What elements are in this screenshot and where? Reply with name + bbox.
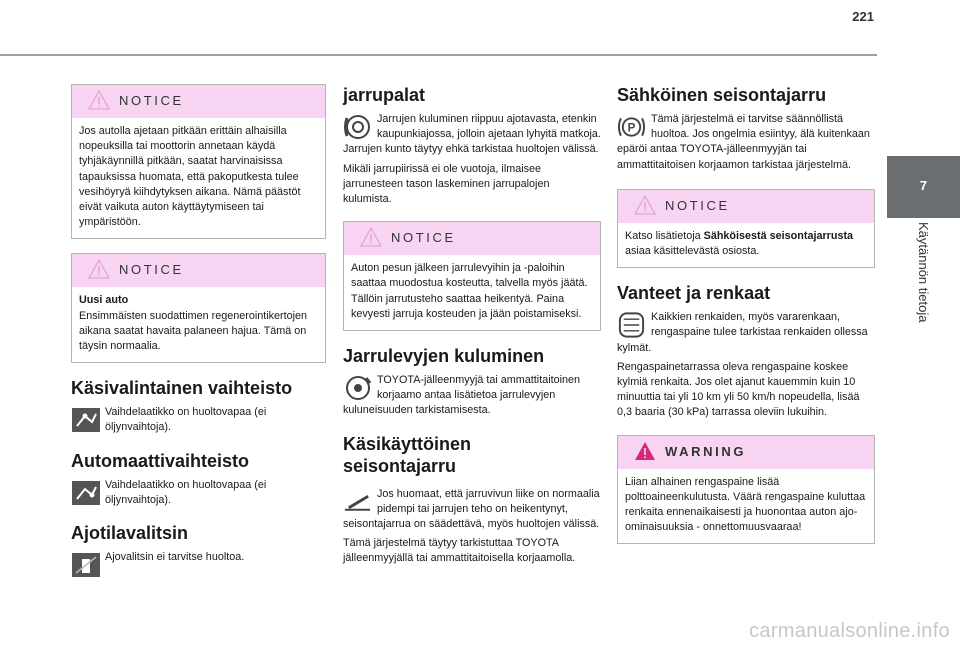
section-text: Mikäli jarrupiirissä ei ole vuotoja, ilmaisee jarrunesteen tason laskeminen jarrupalojen kulumista. xyxy=(343,162,550,206)
warning-triangle-icon xyxy=(634,441,656,461)
section-text: Kaikkien renkaiden, myös vararenkaan, rengaspaine tulee tarkistaa renkaiden ollessa kylmät. xyxy=(617,311,868,354)
warning-triangle-icon xyxy=(360,227,382,247)
warning-triangle-icon xyxy=(634,195,656,215)
warning-triangle-icon xyxy=(88,90,110,110)
notice-title: NOTICE xyxy=(665,197,730,213)
notice-title: NOTICE xyxy=(119,262,184,278)
notice-title: NOTICE xyxy=(391,230,456,246)
warning-triangle-icon xyxy=(88,259,110,279)
notice-box xyxy=(71,84,326,239)
cross-reference-link[interactable]: Sähköisestä seisontajarrusta xyxy=(703,229,854,242)
section-text: Tämä järjestelmä täytyy tarkistuttaa TOYOTA jälleenmyyjällä tai ammattitaitoisella korjaamolla. xyxy=(343,537,576,565)
section-heading xyxy=(343,433,601,477)
chapter-title: Käytännön tietoja xyxy=(916,222,931,323)
warning-box xyxy=(617,435,875,545)
brake-disc-icon xyxy=(343,375,372,401)
notice-text: Katso lisätietoja Sähköisestä seisontajarrusta asiaa käsittelevästä osiosta. xyxy=(625,229,854,258)
notice-text: Auton pesun jälkeen jarrulevyihin ja -paloihin saattaa muodostua kosteutta, talvella myös jäätä. Tällöin jarrutusteho saattaa heikentyä. Paina kevyesti jarruja kosteuden ja jään poistamiseksi. xyxy=(351,262,588,320)
section-heading: Automaattivaihteisto xyxy=(71,450,250,471)
warning-title: WARNING xyxy=(665,443,747,459)
notice-box xyxy=(71,253,326,363)
notice-subheading: Uusi auto xyxy=(79,294,129,307)
tyre-icon xyxy=(617,312,646,338)
section-text: Tämä järjestelmä ei tarvitse säännöllistä huoltoa. Jos ongelmia esiintyy, älä kuitenkaan epäröi antaa TOYOTA-jälleenmyyjän tai ammattitaitoisen korjaamon tarkistaa järjestelmä. xyxy=(617,113,870,171)
section-heading: Ajotilavalitsin xyxy=(71,523,189,544)
notice-title: NOTICE xyxy=(119,93,184,108)
notice-box xyxy=(617,189,875,268)
column-3 xyxy=(617,84,875,558)
warning-text: Liian alhainen rengaspaine lisää polttoaineenkulutusta. Väärä rengaspaine kuluttaa renkaita ennenaikaisesti ja huonontaa auton ajo-ominaisuuksia - onnettomuusvaaraa! xyxy=(625,475,866,534)
header-rule xyxy=(0,54,877,56)
watermark: carmanualsonline.info xyxy=(749,620,950,642)
section-heading: Sähköinen seisontajarru xyxy=(617,85,827,105)
notice-text: Jos autolla ajetaan pitkään erittäin alhaisilla nopeuksilla tai moottorin annetaan käydä tyhjäkäynnillä pitkään, saatat harvinaisissa tapauksissa huomata, että pakoputkesta tulee vesihöyryä kiihdytyksen aikana. Nämä päästöt eivät vaikuta auton käyttäytymiseen tai ympäristöön. xyxy=(79,125,301,229)
chapter-number: 7 xyxy=(919,178,928,193)
section-heading: Jarrulevyjen kuluminen xyxy=(343,346,545,367)
section-text: Rengaspainetarrassa oleva rengaspaine koskee kylmiä renkaita. Jos olet ajanut kauemmin kuin 10 minuuttia tai yli 10 km yli 50 km/h nopeudella, lisää 0,3 baaria (30 kPa) tarrassa oleviin lukuihin. xyxy=(617,360,860,419)
notice-box xyxy=(343,221,601,331)
section-text: TOYOTA-jälleenmyyjä tai ammattitaitoinen korjaamo antaa lisätietoa jarrulevyjen kuluneisuuden tarkistamisesta. xyxy=(343,374,581,417)
gearbox-icon xyxy=(71,480,100,506)
drive-selector-icon xyxy=(71,552,100,578)
brake-pad-icon xyxy=(343,114,372,140)
section-text: Vaihdelaatikko on huoltovapaa (ei öljynvaihtoja). xyxy=(105,406,267,434)
column-1 xyxy=(71,84,326,580)
chapter-tab[interactable] xyxy=(887,156,960,218)
heading-line: seisontajarru xyxy=(343,455,457,476)
section-text: Jos huomaat, että jarruvivun liike on normaalia pidempi tai jarrujen teho on heikentynyt, seisontajarrua on säädettävä, myös huoltojen välissä. xyxy=(343,487,600,531)
section-heading: jarrupalat xyxy=(343,85,426,105)
section-heading: Käsivalintainen vaihteisto xyxy=(71,378,293,399)
section-text: Vaihdelaatikko on huoltovapaa (ei öljynvaihtoja). xyxy=(105,478,267,506)
svg-text:P: P xyxy=(627,121,636,135)
heading-line: Käsikäyttöinen xyxy=(343,433,472,454)
section-text: Jarrujen kuluminen riippuu ajotavasta, etenkin kaupunkiajossa, jolloin ajetaan lyhyitä matkoja. Jarrujen kunto täytyy ehkä tarkistaa huoltojen välissä. xyxy=(343,113,601,156)
section-heading: Vanteet ja renkaat xyxy=(617,283,771,304)
page-number: 221 xyxy=(852,9,874,24)
gearbox-icon xyxy=(71,407,100,433)
parking-brake-lever-icon xyxy=(343,489,372,515)
section-text: Ajovalitsin ei tarvitse huoltoa. xyxy=(105,551,245,564)
electric-parking-brake-icon xyxy=(617,114,646,140)
notice-text: Ensimmäisten suodattimen regenerointikertojen aikana saatat havaita palaneen hajua. Tämä on täysin normaalia. xyxy=(79,309,308,353)
column-2 xyxy=(343,84,601,571)
